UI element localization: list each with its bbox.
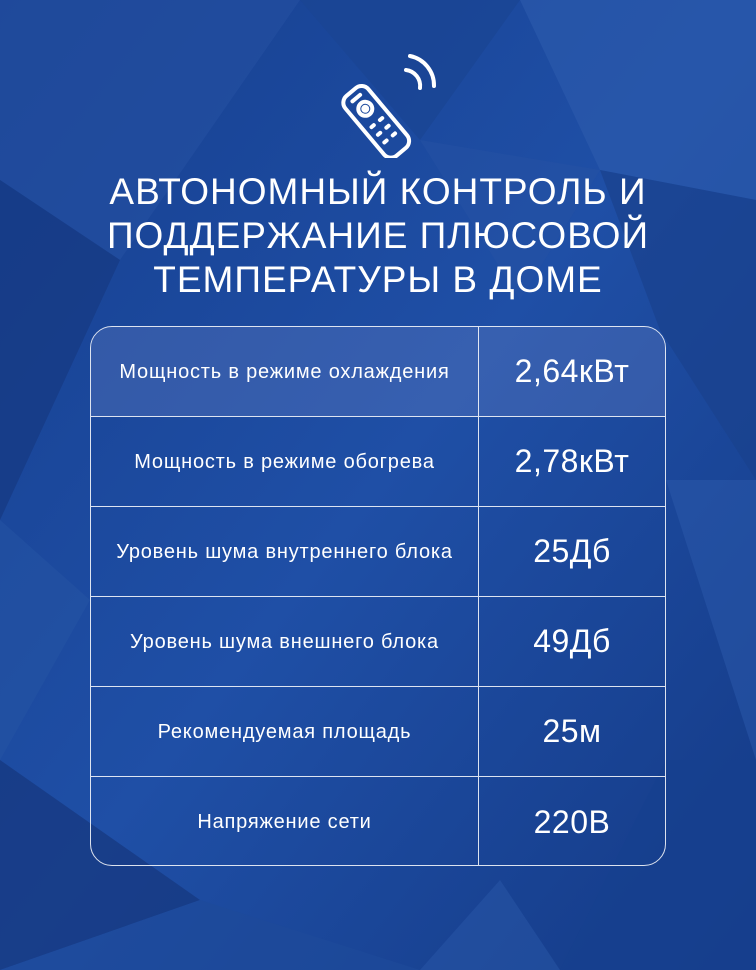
spec-label: Мощность в режиме обогрева bbox=[91, 417, 479, 506]
spec-row bbox=[91, 327, 665, 417]
spec-value: 2,78кВт bbox=[514, 443, 630, 479]
spec-row bbox=[91, 507, 665, 597]
spec-value: 220В bbox=[533, 803, 611, 840]
spec-row bbox=[91, 777, 665, 866]
spec-label: Рекомендуемая площадь bbox=[91, 687, 479, 776]
spec-value: 2,64кВт bbox=[479, 327, 665, 416]
spec-value: 49Дб bbox=[533, 623, 611, 659]
title-line: АВТОНОМНЫЙ КОНТРОЛЬ И bbox=[109, 171, 647, 212]
spec-label: Мощность в режиме охлаждения bbox=[91, 327, 479, 416]
spec-row bbox=[91, 597, 665, 687]
spec-label: Напряжение сети bbox=[91, 777, 479, 866]
spec-row bbox=[91, 687, 665, 777]
page-title bbox=[0, 170, 756, 302]
title-line: ПОДДЕРЖАНИЕ ПЛЮСОВОЙ bbox=[106, 215, 650, 256]
spec-value: 25Дб bbox=[533, 533, 611, 569]
spec-row bbox=[91, 417, 665, 507]
spec-label: Уровень шума внутреннего блока bbox=[91, 507, 479, 596]
title-line: ТЕМПЕРАТУРЫ В ДОМЕ bbox=[153, 259, 603, 300]
remote-control-icon bbox=[328, 48, 438, 158]
spec-value: 25м bbox=[542, 713, 602, 749]
spec-label: Уровень шума внешнего блока bbox=[91, 597, 479, 686]
specs-table bbox=[90, 326, 666, 866]
